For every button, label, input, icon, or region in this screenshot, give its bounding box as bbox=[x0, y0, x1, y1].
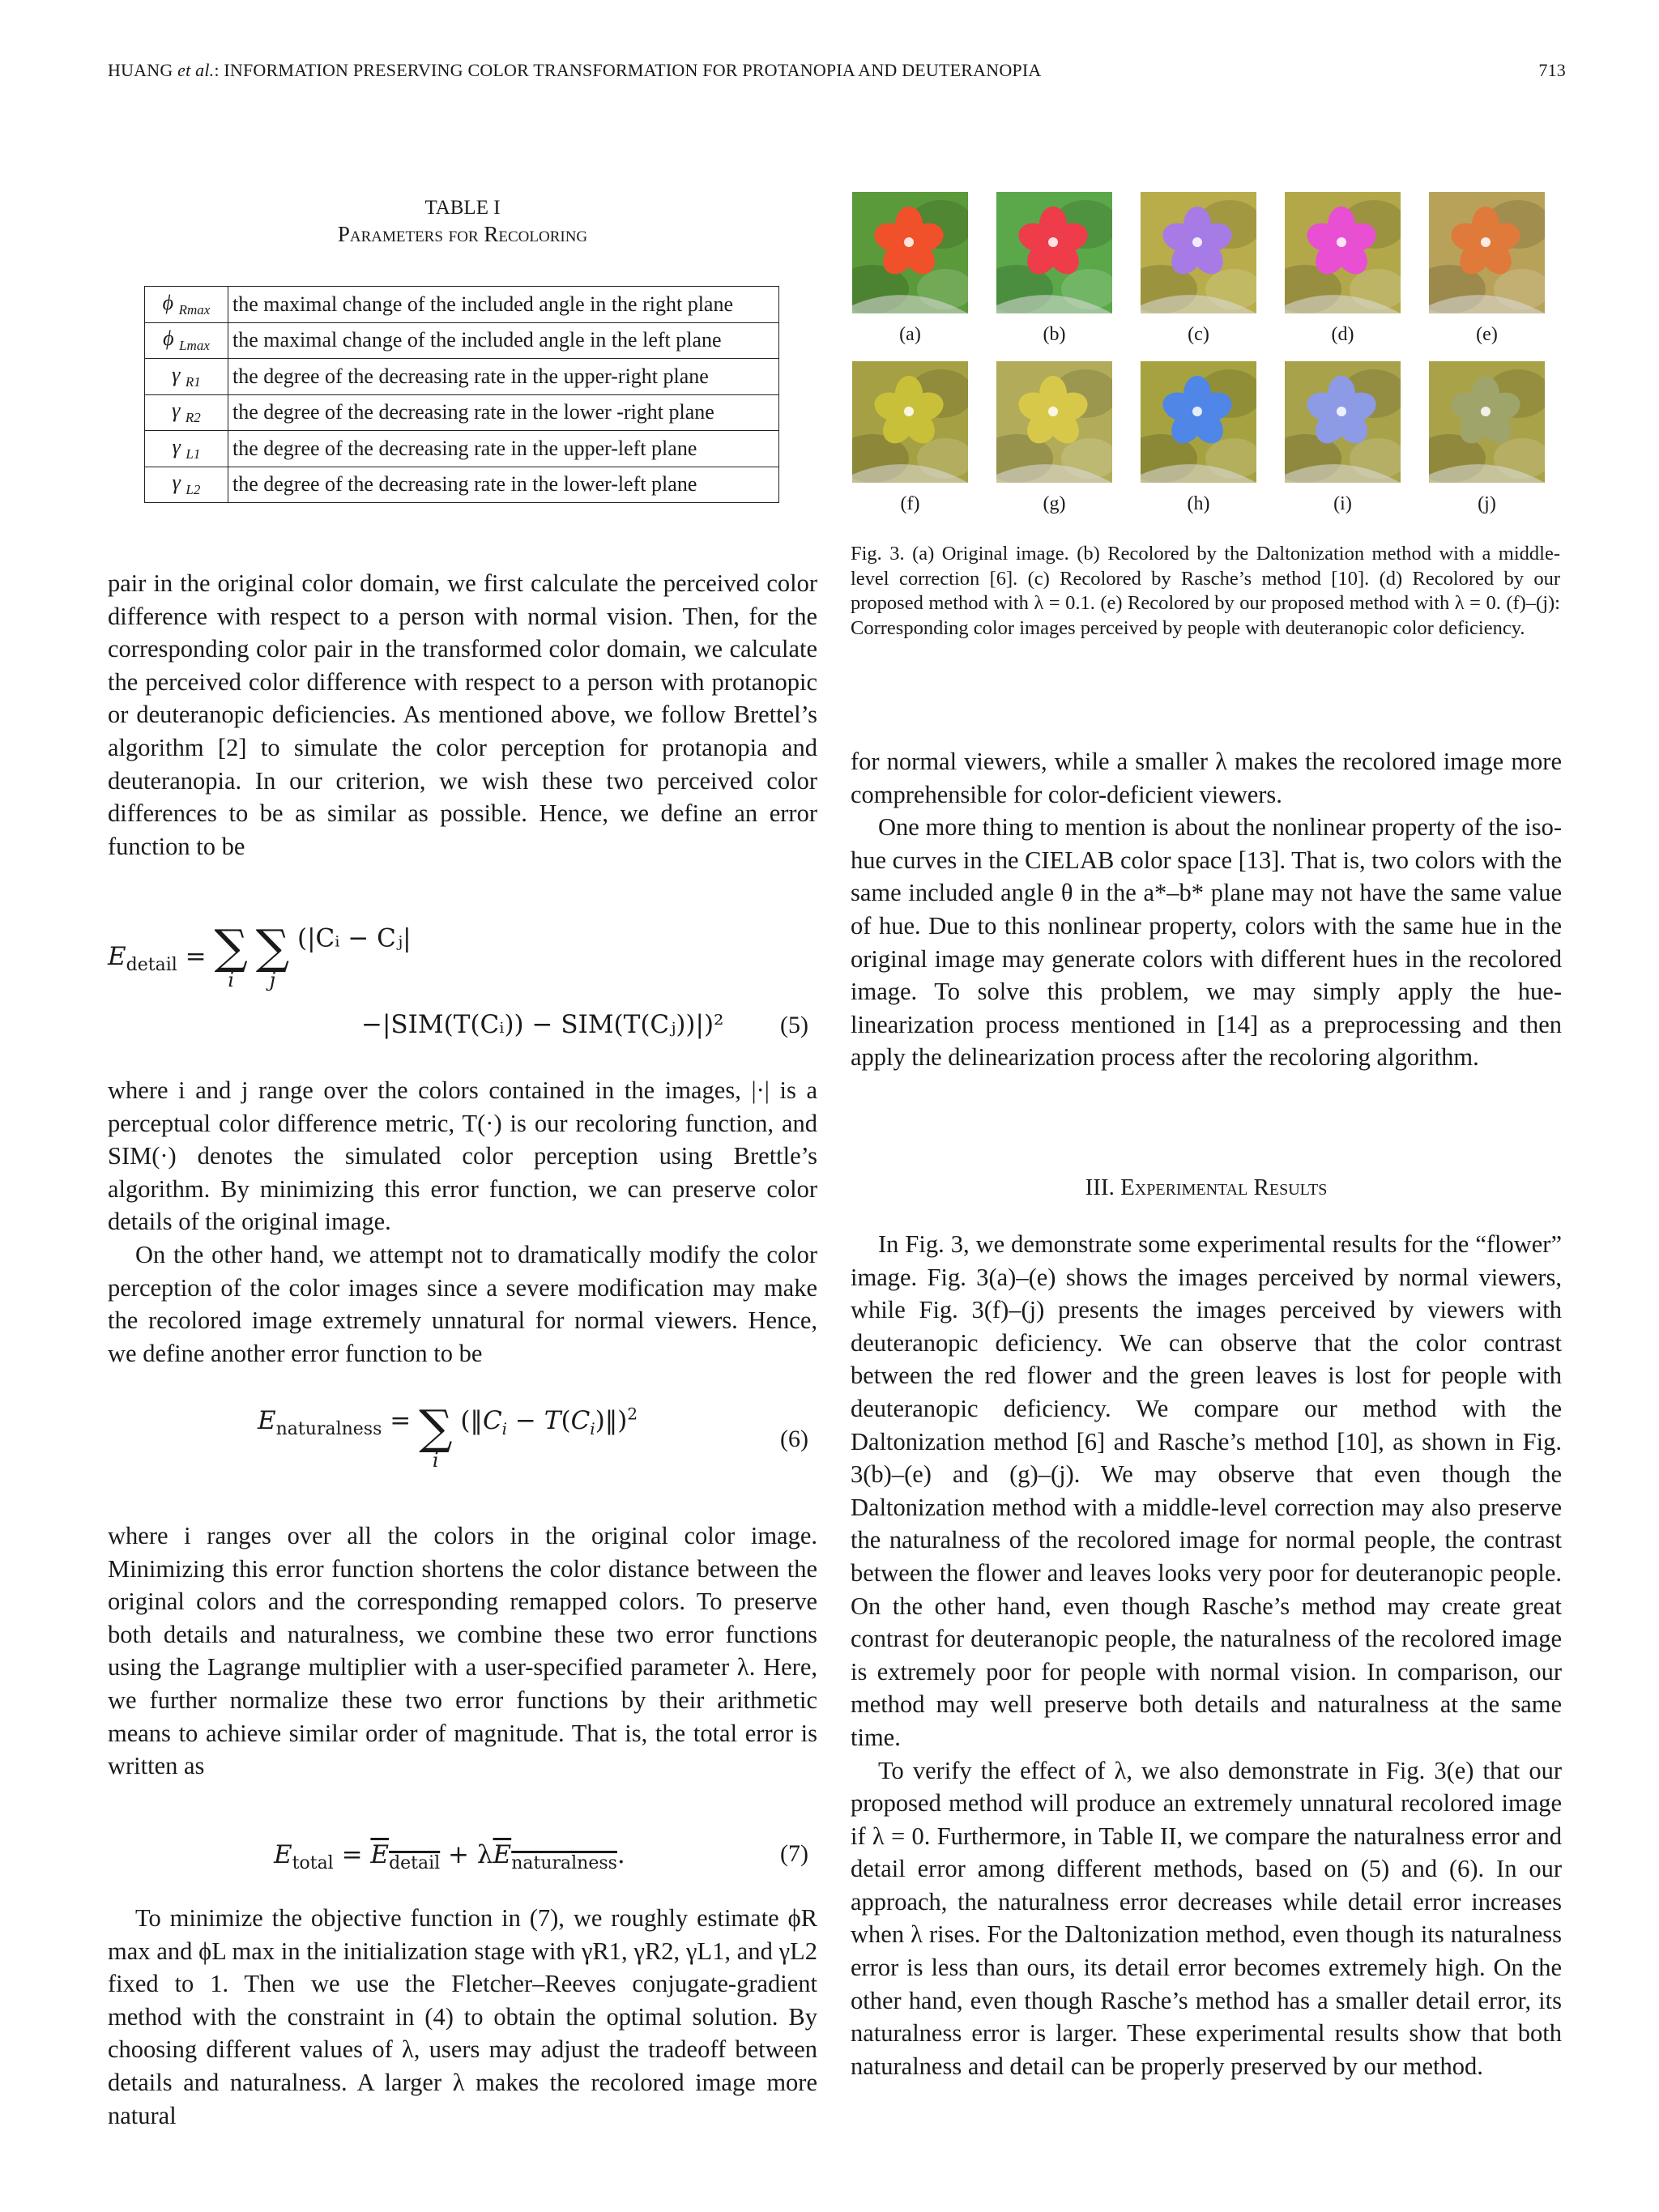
equation-7: $E_{total} = E_{detail} + \lambda E_{naturalness}$. bbox=[274, 1840, 625, 1874]
table-row bbox=[145, 467, 779, 503]
flower-image bbox=[1141, 192, 1256, 313]
flower-image bbox=[1141, 361, 1256, 483]
figure-panel-label: (f) bbox=[900, 493, 920, 514]
right-para-3: In Fig. 3, we demonstrate some experimental results for the “flower” image. Fig. 3(a)–(e) shows the images perceived by normal viewers, while Fig. 3(f)–(j) presents the images perceived by viewers with deuteranopic deficiency. We can observe that the color contrast between the red flower and the green leaves is lost for people with deuteranopic deficiency. We compare our method with the Daltonization method [6] and Rasche’s method [10], as shown in Fig. 3(b)–(e) and (g)–(j). We may observe that even though the Daltonization method with a middle-level correction may also preserve the naturalness of the recolored image for normal people, the contrast between the flower and leaves looks very poor for deuteranopic people. On the other hand, even though Rasche’s method may create great contrast for deuteranopic people, the naturalness of the recolored image is extremely poor for people with normal vision. In comparison, our method may well preserve both details and naturalness at the same time. To verify the effect of λ, we also demonstrate in Fig. 3(e) that our proposed method will produce an extremely unnatural recolored image if λ = 0. Furthermore, in Table II, we compare the naturalness error and detail error among different methods, based on (5) and (6). In our approach, the naturalness error decreases while detail error increases when λ rises. For the Daltonization method, even though its naturalness error is less than ours, its detail error becomes extremely high. On the other hand, even though Rasche’s method has a smaller detail error, its naturalness error is larger. These experimental results show that both naturalness and detail can be properly preserved by our method. bbox=[851, 1230, 1562, 2080]
parameter-description: the degree of the decreasing rate in the upper-left plane bbox=[228, 431, 779, 467]
figure-panel-label: (c) bbox=[1188, 324, 1209, 345]
parameter-description: the degree of the decreasing rate in the lower -right plane bbox=[228, 394, 779, 431]
parameter-description: the degree of the decreasing rate in the upper-right plane bbox=[228, 359, 779, 395]
table-label: TABLE I bbox=[424, 197, 501, 219]
left-para-4: where i ranges over all the colors in the original color image. Minimizing this error function shortens the color distance between the original colors and the corresponding remapped colors. To preserve both details and naturalness, we combine these two error functions using the Lagrange multiplier with a user-specified parameter λ. Here, we further normalize these two error functions by their arithmetic means to achieve similar order of magnitude. That is, the total error is written as bbox=[108, 1522, 817, 1780]
right-para-1: for normal viewers, while a smaller λ makes the recolored image more comprehensible for color-deficient viewers. One more thing to mention is about the nonlinear property of the iso-hue curves in the CIELAB color space [13]. That is, two colors with the same included angle θ in the a*–b* plane may not have the same value of hue. Due to this nonlinear property, colors with the same hue in the original image may generate colors with different hues in the recolored image. To solve this problem, we may simply apply the hue-linearization process mentioned in [14] as a preprocessing and then apply the delinearization process after the recoloring algorithm. bbox=[851, 748, 1562, 1072]
page-number: 713 bbox=[1538, 60, 1566, 80]
table-row bbox=[145, 322, 779, 359]
flower-image bbox=[1429, 361, 1545, 483]
section-heading: III. Experimental Results bbox=[1085, 1174, 1328, 1200]
parameter-description: the maximal change of the included angle in the left plane bbox=[228, 322, 779, 359]
figure-panel-label: (b) bbox=[1043, 324, 1066, 345]
equation-5-line1: $E_{detail}$ = ∑ i ∑ j (|Cᵢ − Cⱼ| bbox=[108, 919, 412, 991]
table-row bbox=[145, 394, 779, 431]
figure-caption: Fig. 3. (a) Original image. (b) Recolored by the Daltonization method with a middle-level correction [6]. (c) Recolored by Rasche’s method [10]. (d) Recolored by our proposed method with λ = 0.1. (e) Recolored by our proposed method with λ = 0. (f)–(j): Corresponding color images perceived by people with deuteranopic color deficiency. bbox=[851, 543, 1560, 639]
equation-6-number: (6) bbox=[780, 1426, 808, 1452]
equation-6: $E_{naturalness}$ = ∑ i ($‖C_i$ − $T(C_i)‖)^2$ bbox=[258, 1400, 638, 1472]
parameters-table bbox=[144, 286, 779, 503]
parameter-description: the maximal change of the included angle in the right plane bbox=[228, 287, 779, 323]
equation-7-number: (7) bbox=[780, 1840, 808, 1867]
figure-panel-label: (h) bbox=[1187, 493, 1210, 514]
sum-symbol-j: ∑ j bbox=[255, 919, 290, 991]
parameter-symbol: γ $_{R2}$ bbox=[145, 394, 228, 431]
parameter-symbol: ϕ $_{Rmax}$ bbox=[145, 287, 228, 323]
figure-panel-label: (e) bbox=[1476, 324, 1498, 345]
equation-5-line2: −|SIM(T(Cᵢ)) − SIM(T(Cⱼ))|)² bbox=[361, 1010, 724, 1039]
running-head: HUANG et al.: INFORMATION PRESERVING COLOR TRANSFORMATION FOR PROTANOPIA AND DEUTERANOPIA bbox=[108, 60, 1042, 80]
table-row bbox=[145, 287, 779, 323]
parameter-symbol: γ $_{L1}$ bbox=[145, 431, 228, 467]
sum-symbol-i: ∑ i bbox=[214, 919, 248, 991]
flower-image bbox=[1285, 192, 1401, 313]
table-row bbox=[145, 431, 779, 467]
left-para-1: pair in the original color domain, we first calculate the perceived color difference with respect to a person with normal vision. Then, for the corresponding color pair in the transformed color domain, we calculate the perceived color difference with respect to a person with protanopic or deuteranopic deficiencies. As mentioned above, we follow Brettel’s algorithm [2] to simulate the color perception for protanopia and deuteranopia. In our criterion, we wish these two perceived color differences to be as similar as possible. Hence, we define an error function to be bbox=[108, 569, 817, 860]
table-caption bbox=[108, 195, 817, 247]
flower-image bbox=[852, 361, 968, 483]
table-row bbox=[145, 359, 779, 395]
flower-image bbox=[1285, 361, 1401, 483]
left-para-5: To minimize the objective function in (7), we roughly estimate ϕR max and ϕL max in the initialization stage with γR1, γR2, γL1, and γL2 fixed to 1. Then we use the Fletcher–Reeves conjugate-gradient method with the constraint in (4) to obtain the optimal solution. By choosing different values of λ, users may adjust the tradeoff between details and naturalness. A larger λ makes the recolored image more natural bbox=[108, 1904, 817, 2129]
figure-panel-label: (a) bbox=[899, 324, 921, 345]
running-header bbox=[108, 60, 1566, 92]
flower-image bbox=[996, 192, 1112, 313]
figure-panel-label: (i) bbox=[1333, 493, 1352, 514]
left-para-2: where i and j range over the colors contained in the images, |·| is a perceptual color difference metric, T(·) is our recoloring function, and SIM(·) denotes the simulated color perception using Brettle’s algorithm. By minimizing this error function, we can preserve color details of the original image. On the other hand, we attempt not to dramatically modify the color perception of the color images since a severe modification may make the recolored image extremely unnatural for normal viewers. Hence, we define another error function to be bbox=[108, 1076, 817, 1367]
parameter-symbol: γ $_{R1}$ bbox=[145, 359, 228, 395]
equation-5-number: (5) bbox=[780, 1012, 808, 1038]
flower-image bbox=[1429, 192, 1545, 313]
figure-panel-label: (d) bbox=[1331, 324, 1354, 345]
eq5-term1: (|Cᵢ − Cⱼ| bbox=[297, 923, 412, 953]
flower-image bbox=[852, 192, 968, 313]
parameter-symbol: ϕ $_{Lmax}$ bbox=[145, 322, 228, 359]
parameter-symbol: γ $_{L2}$ bbox=[145, 467, 228, 503]
table-title: Parameters for Recoloring bbox=[337, 222, 588, 246]
figure-panel-label: (j) bbox=[1478, 493, 1496, 514]
parameter-description: the degree of the decreasing rate in the lower-left plane bbox=[228, 467, 779, 503]
figure-panel-label: (g) bbox=[1043, 493, 1066, 514]
flower-image bbox=[996, 361, 1112, 483]
